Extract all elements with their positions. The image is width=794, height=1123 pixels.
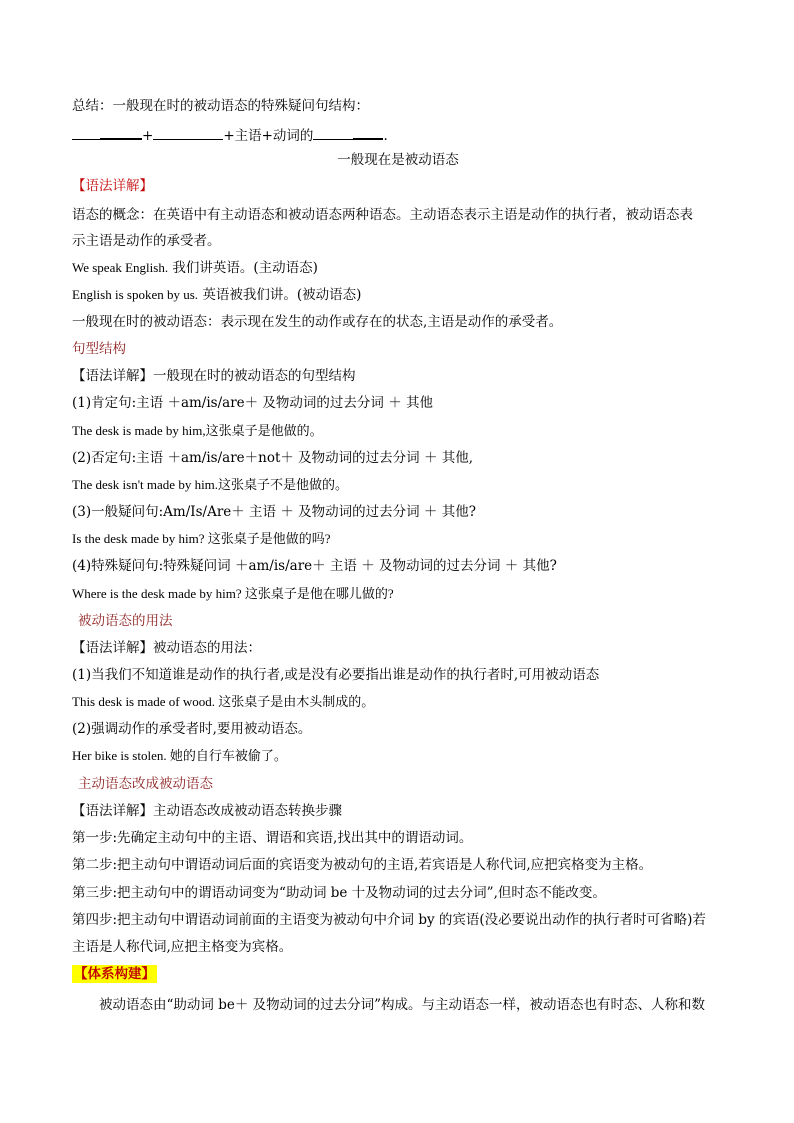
section3-label-line: 【语法详解】被动语态的用法： [72,640,261,656]
section3-heading: 被动语态的用法 [78,613,173,629]
summary-formula [72,124,388,146]
section2-heading: 句型结构 [72,341,126,357]
blank-5[interactable] [353,124,383,140]
structure-1: (1)肯定句:主语 ＋am/is/are＋ 及物动词的过去分词 ＋ 其他 [72,395,434,411]
blank-3[interactable] [153,125,223,140]
section4-label-line: 【语法详解】主动语态改成被动语态转换步骤 [72,803,342,819]
structure-2-example: The desk isn't made by him.这张桌子不是他做的。 [72,477,349,492]
step-4a: 第四步:把主动句中谓语动词前面的主语变为被动句中介词 by 的宾语(没必要说出动作的执行者时可省略)若 [72,912,706,928]
example-2: English is spoken by us. 英语被我们讲。(被动语态) [72,287,362,303]
structure-2: (2)否定句:主语 ＋am/is/are＋not＋ 及物动词的过去分词 ＋ 其他, [72,450,474,466]
blank-1[interactable] [72,125,100,140]
usage-1-example: This desk is made of wood. 这张桌子是由木头制成的。 [72,694,375,709]
blank-4[interactable] [313,125,353,140]
usage-2: (2)强调动作的承受者时,要用被动语态。 [72,721,312,737]
formula-plus-1: + [142,128,154,144]
usage-2-example: Her bike is stolen. 她的自行车被偷了。 [72,748,287,763]
section1-para1a: 语态的概念：在英语中有主动语态和被动语态两种语态。主动语态表示主语是动作的执行者，被动语态表 [72,207,693,223]
section2-label-line: 【语法详解】一般现在时的被动语态的句型结构 [72,368,356,384]
section5-label-line [72,964,157,984]
example-1: We speak English. 我们讲英语。(主动语态) [72,260,318,276]
section4-heading: 主动语态改成被动语态 [78,776,213,792]
section1-label: 【语法详解】 [72,178,153,194]
section1-para2: 一般现在时的被动语态：表示现在发生的动作或存在的状态,主语是动作的承受者。 [72,314,563,330]
step-3: 第三步:把主动句中的谓语动词变为“助动词 be 十及物动词的过去分词”,但时态不能改变。 [72,885,606,901]
step-2: 第二步:把主动句中谓语动词后面的宾语变为被动句的主语,若宾语是人称代词,应把宾格变为主格。 [72,857,653,873]
section5-label: 【体系构建】 [74,966,155,982]
usage-1: (1)当我们不知道谁是动作的执行者,或是没有必要指出谁是动作的执行者时,可用被动语态 [72,667,600,683]
summary-title: 总结：一般现在时的被动语态的特殊疑问句结构： [72,98,369,114]
structure-1-example: The desk is made by him,这张桌子是他做的。 [72,423,323,438]
step-1: 第一步:先确定主动句中的主语、谓语和宾语,找出其中的谓语动词。 [72,830,473,846]
structure-4: (4)特殊疑问句:特殊疑问词 ＋am/is/are＋ 主语 ＋ 及物动词的过去分词 ＋ 其他? [72,558,557,574]
step-4b: 主语是人称代词,应把主格变为宾格。 [72,939,293,955]
subtitle: 一般现在是被动语态 [337,152,459,168]
structure-3-example: Is the desk made by him? 这张桌子是他做的吗? [72,531,331,546]
structure-3: (3)一般疑问句:Am/Is/Are＋ 主语 ＋ 及物动词的过去分词 ＋ 其他? [72,504,476,520]
formula-plus-2: +主语+动词的 [223,128,314,144]
section5-para: 被动语态由“助动词 be＋ 及物动词的过去分词”构成。与主动语态一样，被动语态也有时态、人称和数 [99,997,706,1013]
structure-4-example: Where is the desk made by him? 这张桌子是他在哪儿做的? [72,586,394,601]
formula-end: . [383,128,388,144]
blank-2[interactable] [100,124,142,140]
section1-para1b: 示主语是动作的承受者。 [72,233,221,249]
